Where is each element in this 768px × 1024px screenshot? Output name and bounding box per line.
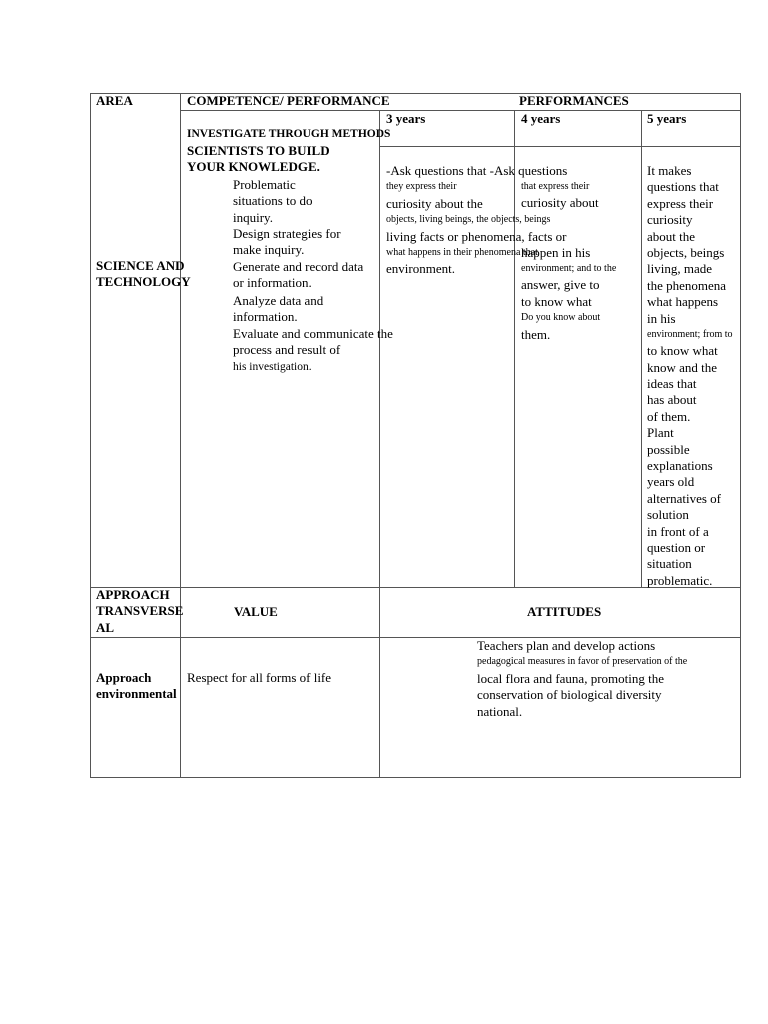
capacity-line: his investigation.: [233, 360, 312, 373]
text-line: know and the: [647, 359, 718, 375]
text-line: to know what: [647, 343, 718, 359]
capacity-item: [233, 177, 312, 226]
header-age-5: 5 years: [647, 111, 687, 126]
area-line: SCIENCE AND: [96, 258, 185, 273]
table-border-left: [90, 93, 91, 778]
text-line: has about: [647, 392, 697, 408]
capacity-line: information.: [233, 309, 298, 325]
text-line: conservation of biological diversity: [477, 687, 662, 703]
text-line: living, made: [647, 261, 712, 277]
header-competence: COMPETENCE/ PERFORMANCE: [187, 93, 390, 108]
text-line: in front of a: [647, 523, 709, 539]
text-line: happen in his: [521, 244, 591, 260]
text-line: them.: [521, 326, 551, 342]
capacity-item: [233, 259, 363, 292]
text-line: environment; from to: [647, 328, 733, 340]
capacity-line: Design strategies for: [233, 226, 341, 241]
capacity-line: make inquiry.: [233, 242, 305, 258]
text-line: question or: [647, 539, 706, 555]
text-line: Plant: [647, 425, 674, 441]
col-divider-4-5: [641, 110, 642, 588]
text-line: objects, beings: [647, 244, 725, 260]
text-line: possible: [647, 441, 690, 457]
header-attitudes: ATTITUDES: [527, 604, 602, 619]
text-line: [521, 228, 616, 244]
text-line: curiosity about: [521, 195, 599, 211]
text-line: about the: [647, 228, 696, 244]
attitude-item: [477, 638, 687, 720]
text-line: living facts or phenomena, facts or: [386, 228, 567, 244]
text-line: Do you know about: [521, 312, 601, 324]
text-line: pedagogical measures in favor of preservation of the: [477, 656, 688, 668]
table-border-bottom: [90, 777, 741, 778]
text-line: local flora and fauna, promoting the: [477, 670, 664, 686]
text-line: [521, 212, 616, 228]
text-line: that express their: [521, 181, 590, 192]
text-line: objects, living beings, the objects, beings: [386, 214, 551, 226]
text-line: national.: [477, 703, 523, 719]
text-line: environment.: [386, 261, 455, 277]
area-line: TECHNOLOGY: [96, 274, 191, 290]
text-line: answer, give to: [521, 277, 600, 293]
text-line: in his: [647, 310, 676, 326]
competence-title-line: YOUR KNOWLEDGE.: [187, 159, 320, 175]
header-performances: PERFORMANCES: [519, 93, 629, 108]
text-line: -Ask questions that -Ask questions: [386, 163, 568, 178]
text-line: curiosity: [647, 212, 693, 228]
text-line: Teachers plan and develop actions: [477, 638, 656, 653]
col-divider-area: [180, 93, 181, 778]
text-line: explanations: [647, 458, 713, 474]
text-line: problematic.: [647, 572, 713, 588]
text-line: what happens: [647, 294, 719, 310]
header-area: AREA: [96, 93, 133, 108]
header-value: VALUE: [234, 604, 278, 619]
value-respect-life: Respect for all forms of life: [187, 670, 332, 685]
header-age-4: 4 years: [521, 111, 561, 126]
text-line: express their: [647, 195, 714, 211]
approach-environmental: [96, 670, 177, 703]
col-divider-competence: [379, 110, 380, 778]
performance-5-years: [647, 163, 733, 589]
capacity-line: process and result of: [233, 342, 341, 358]
approach-header-line: AL: [96, 619, 115, 635]
text-line: alternatives of: [647, 490, 721, 506]
text-line: questions that: [647, 179, 719, 195]
text-line: It makes: [647, 163, 692, 178]
header-age-3: 3 years: [386, 111, 426, 126]
text-line: environment; and to the: [521, 262, 617, 274]
text-line: solution: [647, 507, 689, 523]
competence-title: [187, 143, 330, 176]
capacity-item: [233, 293, 323, 326]
approach-transversal-header: [96, 587, 183, 636]
text-line: ideas that: [647, 376, 697, 392]
text-line: to know what: [521, 293, 592, 309]
capacity-line: Generate and record data: [233, 259, 364, 274]
row-divider-science: [90, 587, 741, 588]
approach-header-line: APPROACH: [96, 587, 170, 602]
text-line: curiosity about the: [386, 195, 483, 211]
text-line: years old: [647, 474, 695, 490]
capacity-line: Analyze data and: [233, 293, 324, 308]
competence-title-line: SCIENTISTS TO BUILD: [187, 143, 330, 158]
capacity-item: [233, 326, 393, 375]
row-divider-ages: [379, 146, 741, 147]
approach-header-line: TRANSVERSE: [96, 603, 184, 619]
text-line: what happens in their phenomena that: [386, 246, 538, 258]
text-line: of them.: [647, 408, 691, 424]
text-line: the phenomena: [647, 277, 727, 293]
capacity-line: situations to do: [233, 193, 313, 209]
text-line: they express their: [386, 181, 457, 193]
capacity-line: inquiry.: [233, 209, 273, 225]
text-line: situation: [647, 556, 692, 572]
competence-title-small: INVESTIGATE THROUGH METHODS: [187, 128, 391, 140]
capacity-item: [233, 226, 341, 259]
performance-4-years: [521, 179, 616, 343]
capacity-line: Evaluate and communicate the: [233, 326, 393, 341]
capacity-line: or information.: [233, 275, 312, 291]
area-science-technology: [96, 258, 191, 291]
approach-line: Approach: [96, 670, 152, 685]
approach-line: environmental: [96, 686, 177, 702]
capacity-line: Problematic: [233, 177, 296, 192]
table-border-right: [740, 93, 741, 778]
